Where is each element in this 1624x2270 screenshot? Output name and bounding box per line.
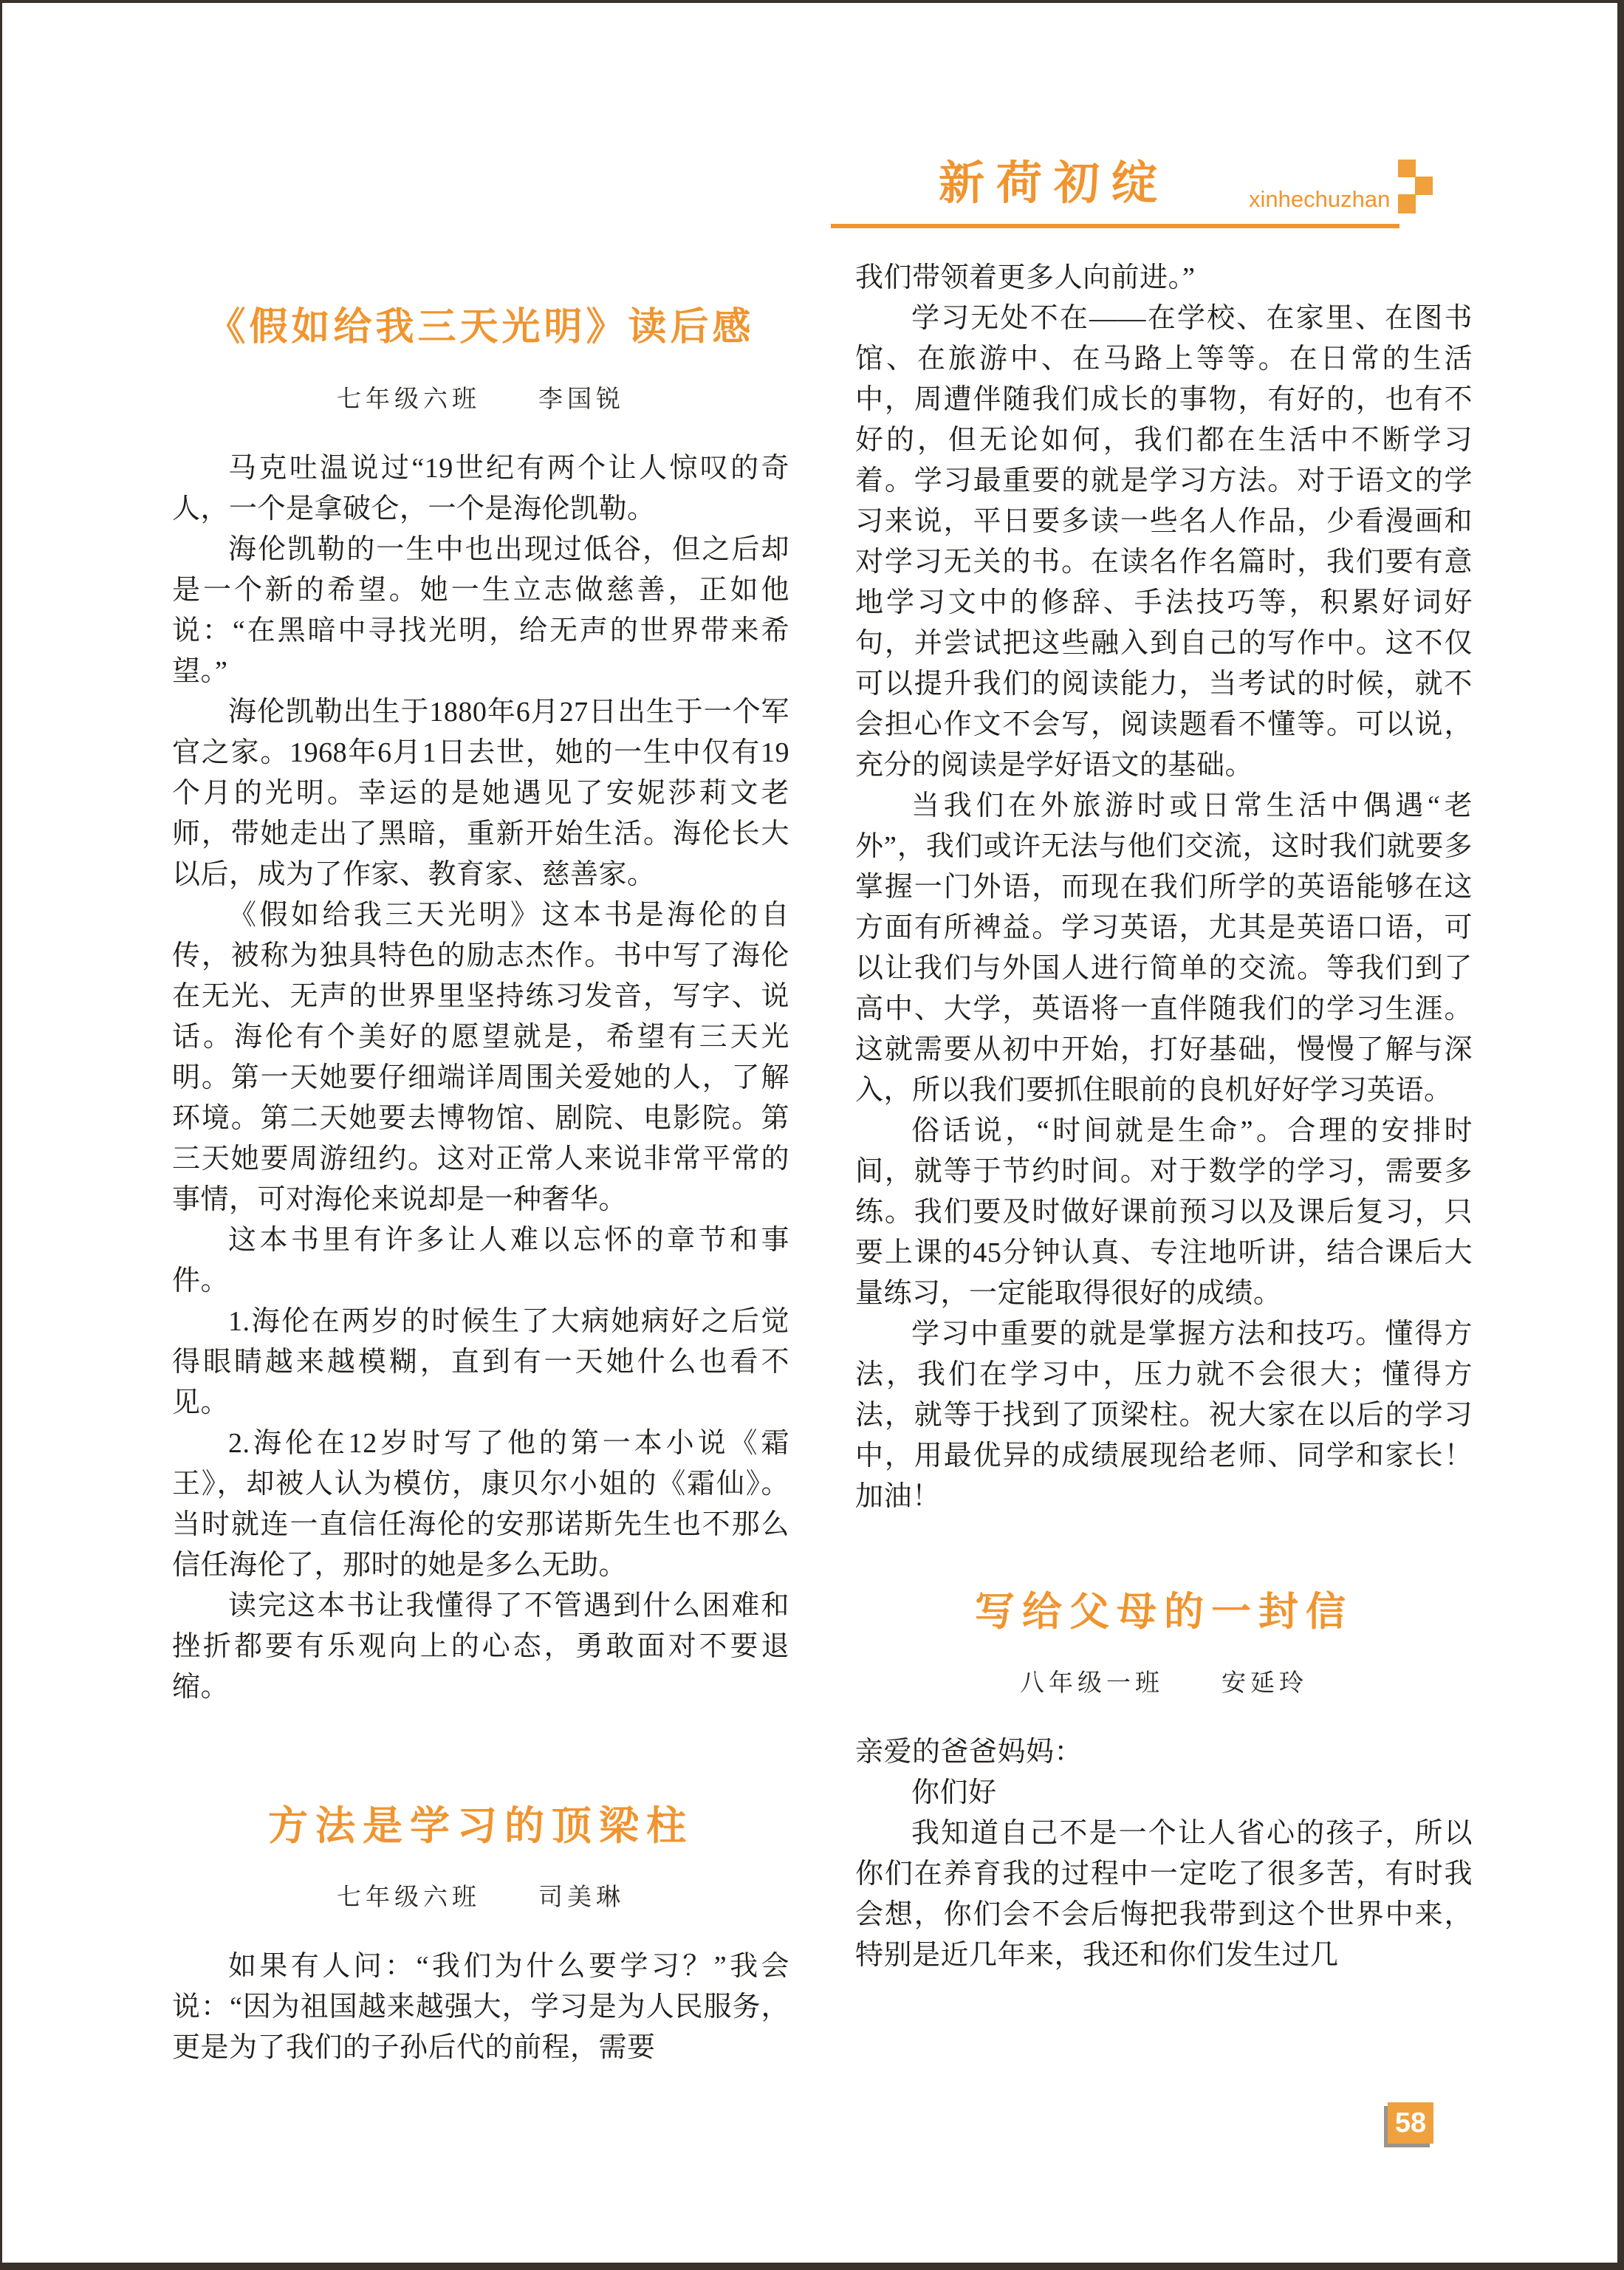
article-letter-to-parents <box>855 1588 1473 1976</box>
article-byline: 七年级六班 司美琳 <box>337 1884 625 1911</box>
paragraph: 当我们在外旅游时或日常生活中偶遇“老外”，我们或许无法与他们交流，这时我们就要多掌握一门外语，而现在我们所学的英语能够在这方面有所裨益。学习英语，尤其是英语口语，可以让我们与外国人进行简单的交流。等我们到了高中、大学，英语将一直伴随我们的学习生涯。这就需要从初中开始，打好基础，慢慢了解与深入，所以我们要抓住眼前的良机好好学习英语。 <box>855 790 1473 1106</box>
paragraph: 马克吐温说过“19世纪有两个让人惊叹的奇人，一个是拿破仑，一个是海伦凯勒。 <box>172 453 789 524</box>
article-body <box>172 1946 789 2068</box>
page-number-badge: 58 <box>1388 2102 1433 2144</box>
article-continuation <box>855 258 1473 1517</box>
magazine-title: 新荷初绽 <box>939 159 1170 209</box>
paragraph: 我们带领着更多人向前进。” <box>855 262 1196 293</box>
article-body <box>855 1732 1473 1976</box>
letter-salutation: 亲爱的爸爸妈妈： <box>855 1737 1083 1768</box>
right-column <box>855 258 1473 2146</box>
letter-greeting: 你们好 <box>911 1777 997 1808</box>
paragraph: 海伦凯勒出生于1880年6月27日出生于一个军官之家。1968年6月1日去世，她的一生中仅有19个月的光明。幸运的是她遇见了安妮莎莉文老师，带她走出了黑暗，重新开始生活。海伦长大以后，成为了作家、教育家、慈善家。 <box>172 697 789 890</box>
paragraph: 2.海伦在12岁时写了他的第一本小说《霜王》，却被人认为模仿，康贝尔小姐的《霜仙》。当时就连一直信任海伦的安那诺斯先生也不那么信任海伦了，那时的她是多么无助。 <box>172 1428 789 1581</box>
paragraph: 这本书里有许多让人难以忘怀的章节和事件。 <box>172 1225 789 1296</box>
article-title: 《假如给我三天光明》读后感 <box>207 307 755 349</box>
paragraph: 学习无处不在——在学校、在家里、在图书馆、在旅游中、在马路上等等。在日常的生活中，周遭伴随我们成长的事物，有好的，也有不好的，但无论如何，我们都在生活中不断学习着。学习最重要的就是学习方法。对于语文的学习来说，平日要多读一些名人作品，少看漫画和对学习无关的书。在读名作名篇时，我们要有意地学习文中的修辞、手法技巧等，积累好词好句，并尝试把这些融入到自己的写作中。这不仅可以提升我们的阅读能力，当考试的时候，就不会担心作文不会写，阅读题看不懂等。可以说，充分的阅读是学好语文的基础。 <box>855 303 1473 781</box>
paragraph: 我知道自己不是一个让人省心的孩子，所以你们在养育我的过程中一定吃了很多苦，有时我会想，你们会不会后悔把我带到这个世界中来，特别是近几年来，我还和你们发生过几 <box>855 1818 1473 1971</box>
article-body <box>172 448 789 1708</box>
article-title: 方法是学习的顶梁柱 <box>268 1804 693 1848</box>
paragraph: 俗话说，“时间就是生命”。合理的安排时间，就等于节约时间。对于数学的学习，需要多练。我们要及时做好课前预习以及课后复习，只要上课的45分钟认真、专注地听讲，结合课后大量练习，一定能取得很好的成绩。 <box>855 1115 1473 1309</box>
article-byline: 七年级六班 李国锐 <box>337 386 625 413</box>
paragraph: 如果有人问：“我们为什么要学习？”我会说：“因为祖国越来越强大，学习是为人民服务，更是为了我们的子孙后代的前程，需要 <box>172 1951 789 2063</box>
article-three-days-of-light <box>172 304 789 1708</box>
header-divider <box>831 224 1399 228</box>
article-byline: 八年级一班 安延玲 <box>1020 1670 1308 1697</box>
left-column <box>172 304 789 2130</box>
article-method-pillar <box>172 1802 789 2068</box>
paragraph: 学习中重要的就是掌握方法和技巧。懂得方法，我们在学习中，压力就不会很大；懂得方法，就等于找到了顶梁柱。祝大家在以后的学习中，用最优异的成绩展现给老师、同学和家长！加油！ <box>855 1319 1473 1512</box>
paragraph: 1.海伦在两岁的时候生了大病她病好之后觉得眼睛越来越模糊，直到有一天她什么也看不见。 <box>172 1306 789 1418</box>
paragraph: 《假如给我三天光明》这本书是海伦的自传，被称为独具特色的励志杰作。书中写了海伦在无光、无声的世界里坚持练习发音，写字、说话。海伦有个美好的愿望就是，希望有三天光明。第一天她要仔细端详周围关爱她的人，了解环境。第二天她要去博物馆、剧院、电影院。第三天她要周游纽约。这对正常人来说非常平常的事情，可对海伦来说却是一种奢华。 <box>172 900 789 1215</box>
article-title: 写给父母的一封信 <box>975 1590 1353 1634</box>
squares-decoration-icon <box>1398 158 1435 216</box>
paragraph: 海伦凯勒的一生中也出现过低谷，但之后却是一个新的希望。她一生立志做慈善，正如他说：“在黑暗中寻找光明，给无声的世界带来希望。” <box>172 534 789 687</box>
magazine-title-pinyin: xinhechuzhan <box>1249 186 1391 212</box>
paragraph: 读完这本书让我懂得了不管遇到什么困难和挫折都要有乐观向上的心态，勇敢面对不要退缩。 <box>172 1590 789 1703</box>
